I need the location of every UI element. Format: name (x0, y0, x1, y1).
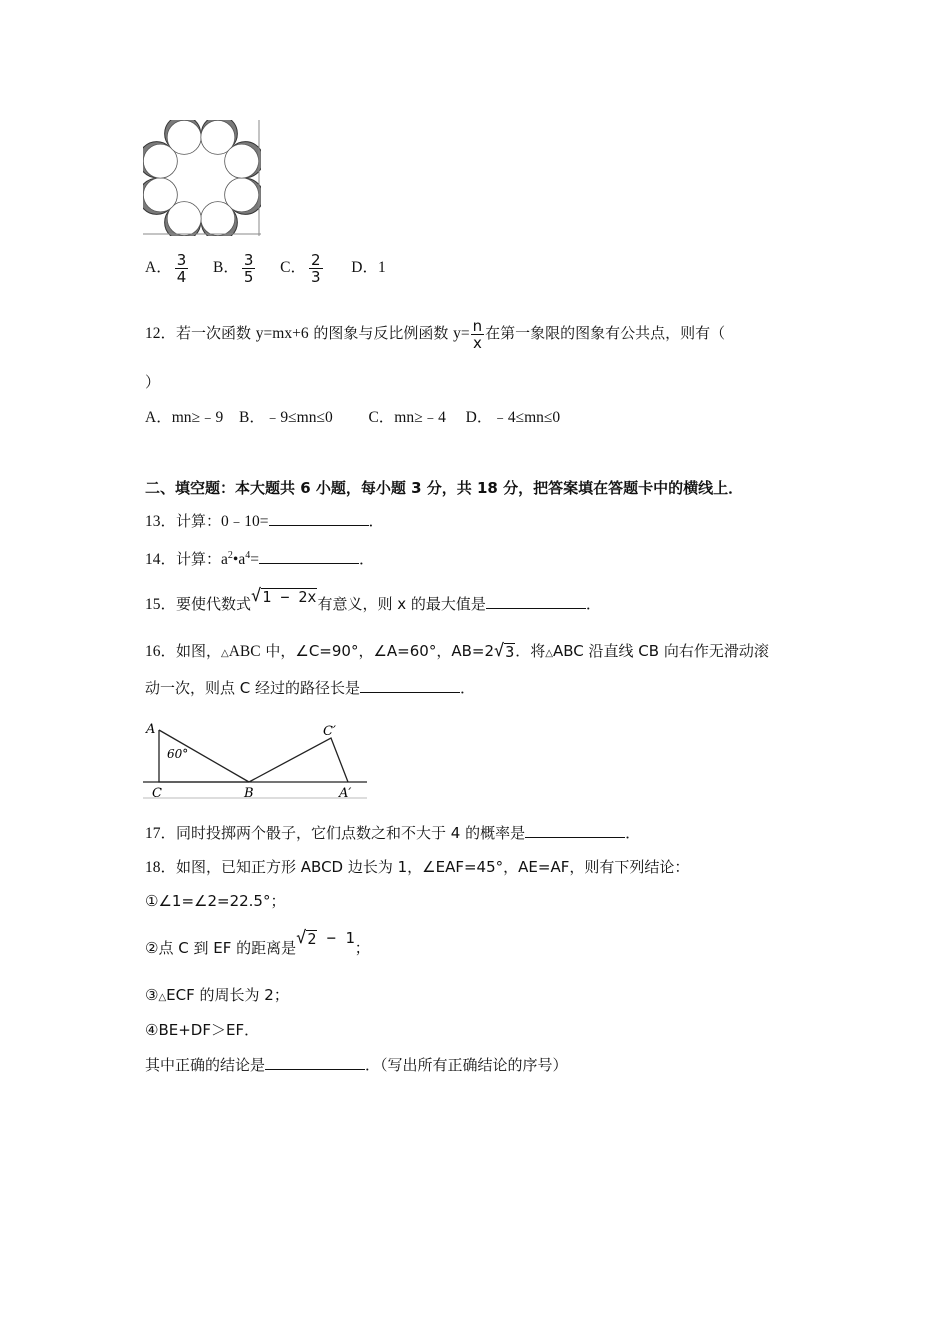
answer-blank[interactable] (486, 594, 586, 609)
sqrt-expression: √ 1 − 2x (251, 586, 317, 606)
section2-heading: 二、填空题：本大题共 6 小题，每小题 3 分，共 18 分，把答案填在答题卡中的横线上． (145, 479, 744, 497)
q11-option-a[interactable]: A． $\frac{3}{4}$ (145, 251, 187, 286)
q14: 14．计算：$a^2•a^4=$ ． (145, 550, 375, 569)
q12-option-d[interactable]: D．﹣4≤mn≤0 (465, 409, 561, 426)
q18-conclusion-2: ②点 C 到 EF 的距离是 √ 2 − 1； (145, 928, 370, 957)
inner-circle (201, 202, 235, 236)
q15: 15．要使代数式 √ 1 − 2x 有意义，则 x 的最大值是 ． (145, 586, 602, 613)
inner-circle (225, 144, 259, 178)
q12-stem: 12．若一次函数 y=mx+6 的图象与反比例函数 y= $\frac{n}{x}$ 在第一象限的图象有公共点，则有（ (145, 317, 726, 352)
q18-conclusion-1: ①∠1=∠2=22.5°； (145, 892, 286, 910)
q11-option-c[interactable]: C． $\frac{2}{3}$ (280, 251, 321, 286)
q16-line1: 16．如图，△ABC 中，∠C=90°，∠A=60°，AB=2 √ 3 ．将△ABC 沿直线 CB 向右作无滑动滚 (145, 641, 769, 661)
answer-blank[interactable] (265, 1055, 365, 1070)
q18-stem: 18．如图，已知正方形 ABCD 边长为 1，∠EAF=45°，AE=AF，则有下列结论： (145, 858, 690, 876)
answer-blank[interactable] (269, 511, 369, 526)
label-c: C (152, 786, 162, 801)
q12-option-b[interactable]: B．﹣9≤mn≤0 (239, 409, 333, 426)
q18-final: 其中正确的结论是 ．（写出所有正确结论的序号） (145, 1056, 568, 1074)
q18-conclusion-4: ④BE+DF＞EF． (145, 1021, 260, 1039)
label-b: B (244, 786, 254, 801)
answer-blank[interactable] (360, 678, 460, 693)
q12-option-c[interactable]: C．mn≥﹣4 (368, 409, 446, 426)
octagon-ring (143, 120, 261, 236)
sqrt-2: √ 2 (296, 928, 317, 948)
q12-option-a[interactable]: A．mn≥﹣9 (145, 409, 224, 426)
label-c-prime: C′ (323, 724, 336, 739)
label-angle-60: 60° (167, 747, 189, 761)
triangle-rotated (249, 738, 348, 782)
q18-conclusion-3: ③△ECF 的周长为 2； (145, 986, 289, 1004)
answer-blank[interactable] (259, 549, 359, 564)
q12-options (145, 408, 560, 428)
q11-octagon-figure (143, 120, 261, 236)
q11-option-d[interactable]: D．1 (351, 259, 386, 277)
q16-triangle-figure (143, 718, 368, 802)
fraction: $\frac{3}{4}$ (176, 251, 187, 286)
inner-circle (167, 120, 201, 154)
q16-line2: 动一次，则点 C 经过的路径长是 ． (145, 679, 476, 697)
q11-options (145, 252, 386, 285)
fraction: $\frac{2}{3}$ (310, 251, 321, 286)
answer-blank[interactable] (525, 823, 625, 838)
q13: 13．计算：0﹣10= ． (145, 512, 385, 530)
q17: 17．同时投掷两个骰子，它们点数之和不大于 4 的概率是 ． (145, 824, 641, 842)
fraction-n-over-x: $\frac{n}{x}$ (472, 317, 483, 352)
sqrt-3: √ 3 (493, 641, 515, 661)
q12-close-paren: ） (145, 373, 161, 391)
label-a: A (146, 722, 156, 737)
fraction: $\frac{3}{5}$ (243, 251, 254, 286)
q11-option-b[interactable]: B． $\frac{3}{5}$ (213, 251, 254, 286)
label-a-prime: A′ (339, 786, 352, 801)
inner-circle (143, 178, 177, 212)
